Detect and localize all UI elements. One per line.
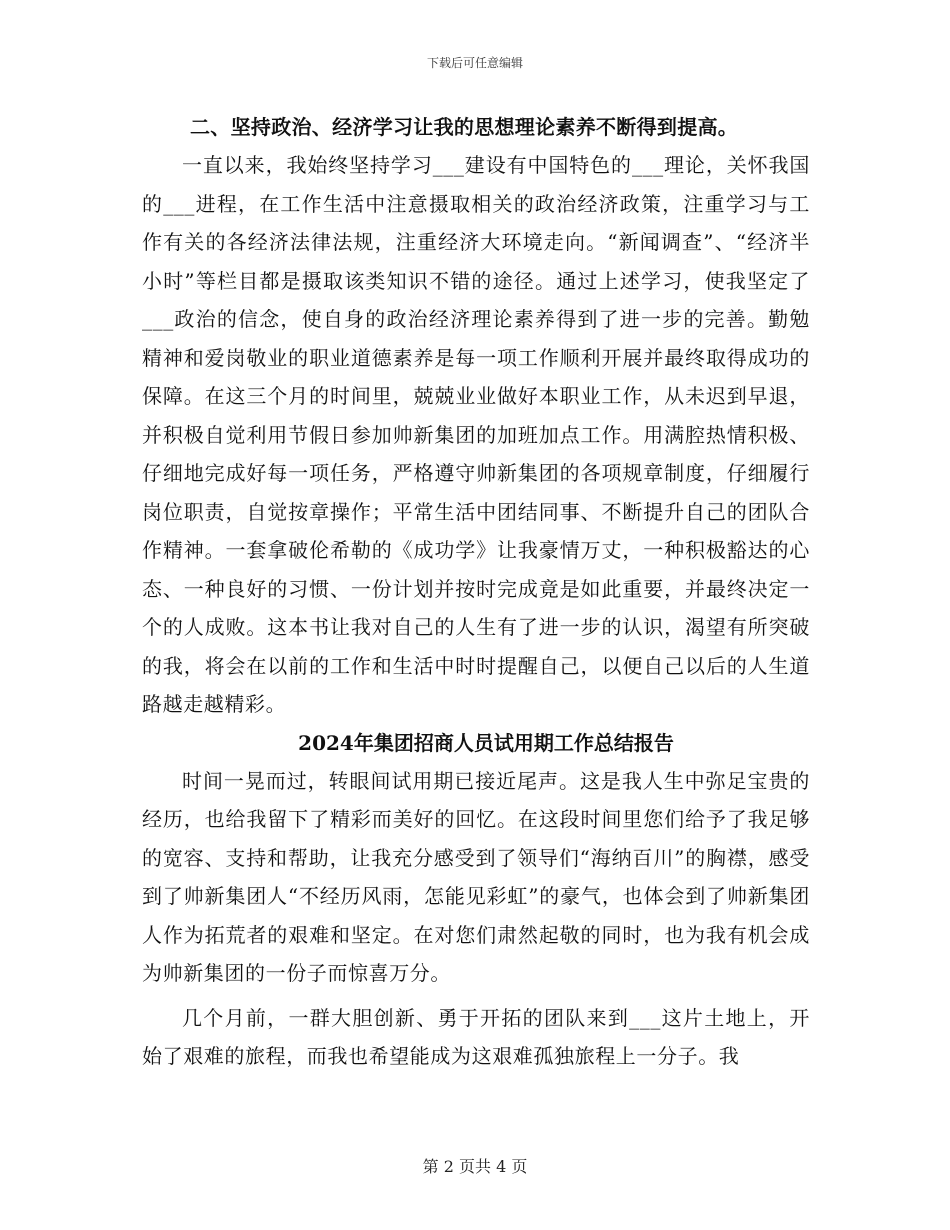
document-body bbox=[142, 108, 810, 1076]
report-paragraph-2: 几个月前，一群大胆创新、勇于开拓的团队来到___这片土地上，开始了艰难的旅程，而我也希望能成为这艰难孤独旅程上一分子。我 bbox=[142, 1005, 810, 1068]
page-number: 第 2 页共 4 页 bbox=[422, 1157, 528, 1176]
report-title: 2024年集团招商人员试用期工作总结报告 bbox=[298, 730, 674, 755]
section-heading: 二、坚持政治、经济学习让我的思想理论素养不断得到提高。 bbox=[190, 115, 739, 139]
page-header-note: 下载后可任意编辑 bbox=[426, 56, 523, 70]
report-paragraph-1: 时间一晃而过，转眼间试用期已接近尾声。这是我人生中弥足宝贵的经历，也给我留下了精彩而美好的回忆。在这段时间里您们给予了我足够的宽容、支持和帮助，让我充分感受到了领导们“海纳百川”的胸襟，感受到了帅新集团人“不经历风雨，怎能见彩虹”的豪气，也体会到了帅新集团人作为拓荒者的艰难和坚定。在对您们肃然起敬的同时，也为我有机会成为帅新集团的一份子而惊喜万分。 bbox=[142, 768, 810, 985]
section-paragraph: 一直以来，我始终坚持学习___建设有中国特色的___理论，关怀我国的___进程，在工作生活中注意摄取相关的政治经济政策，注重学习与工作有关的各经济法律法规，注重经济大环境走向。“新闻调查”、“经济半小时”等栏目都是摄取该类知识不错的途径。通过上述学习，使我坚定了___政治的信念，使自身的政治经济理论素养得到了进一步的完善。勤勉精神和爱岗敬业的职业道德素养是每一项工作顺利开展并最终取得成功的保障。在这三个月的时间里，兢兢业业做好本职业工作，从未迟到早退，并积极自觉利用节假日参加帅新集团的加班加点工作。用满腔热情积极、仔细地完成好每一项任务，严格遵守帅新集团的各项规章制度，仔细履行岗位职责，自觉按章操作；平常生活中团结同事、不断提升自己的团队合作精神。一套拿破伦希勒的《成功学》让我豪情万丈，一种积极豁达的心态、一种良好的习惯、一份计划并按时完成竟是如此重要，并最终决定一个的人成败。这本书让我对自己的人生有了进一步的认识，渴望有所突破的我，将会在以前的工作和生活中时时提醒自己，以便自己以后的人生道路越走越精彩。 bbox=[142, 153, 810, 716]
